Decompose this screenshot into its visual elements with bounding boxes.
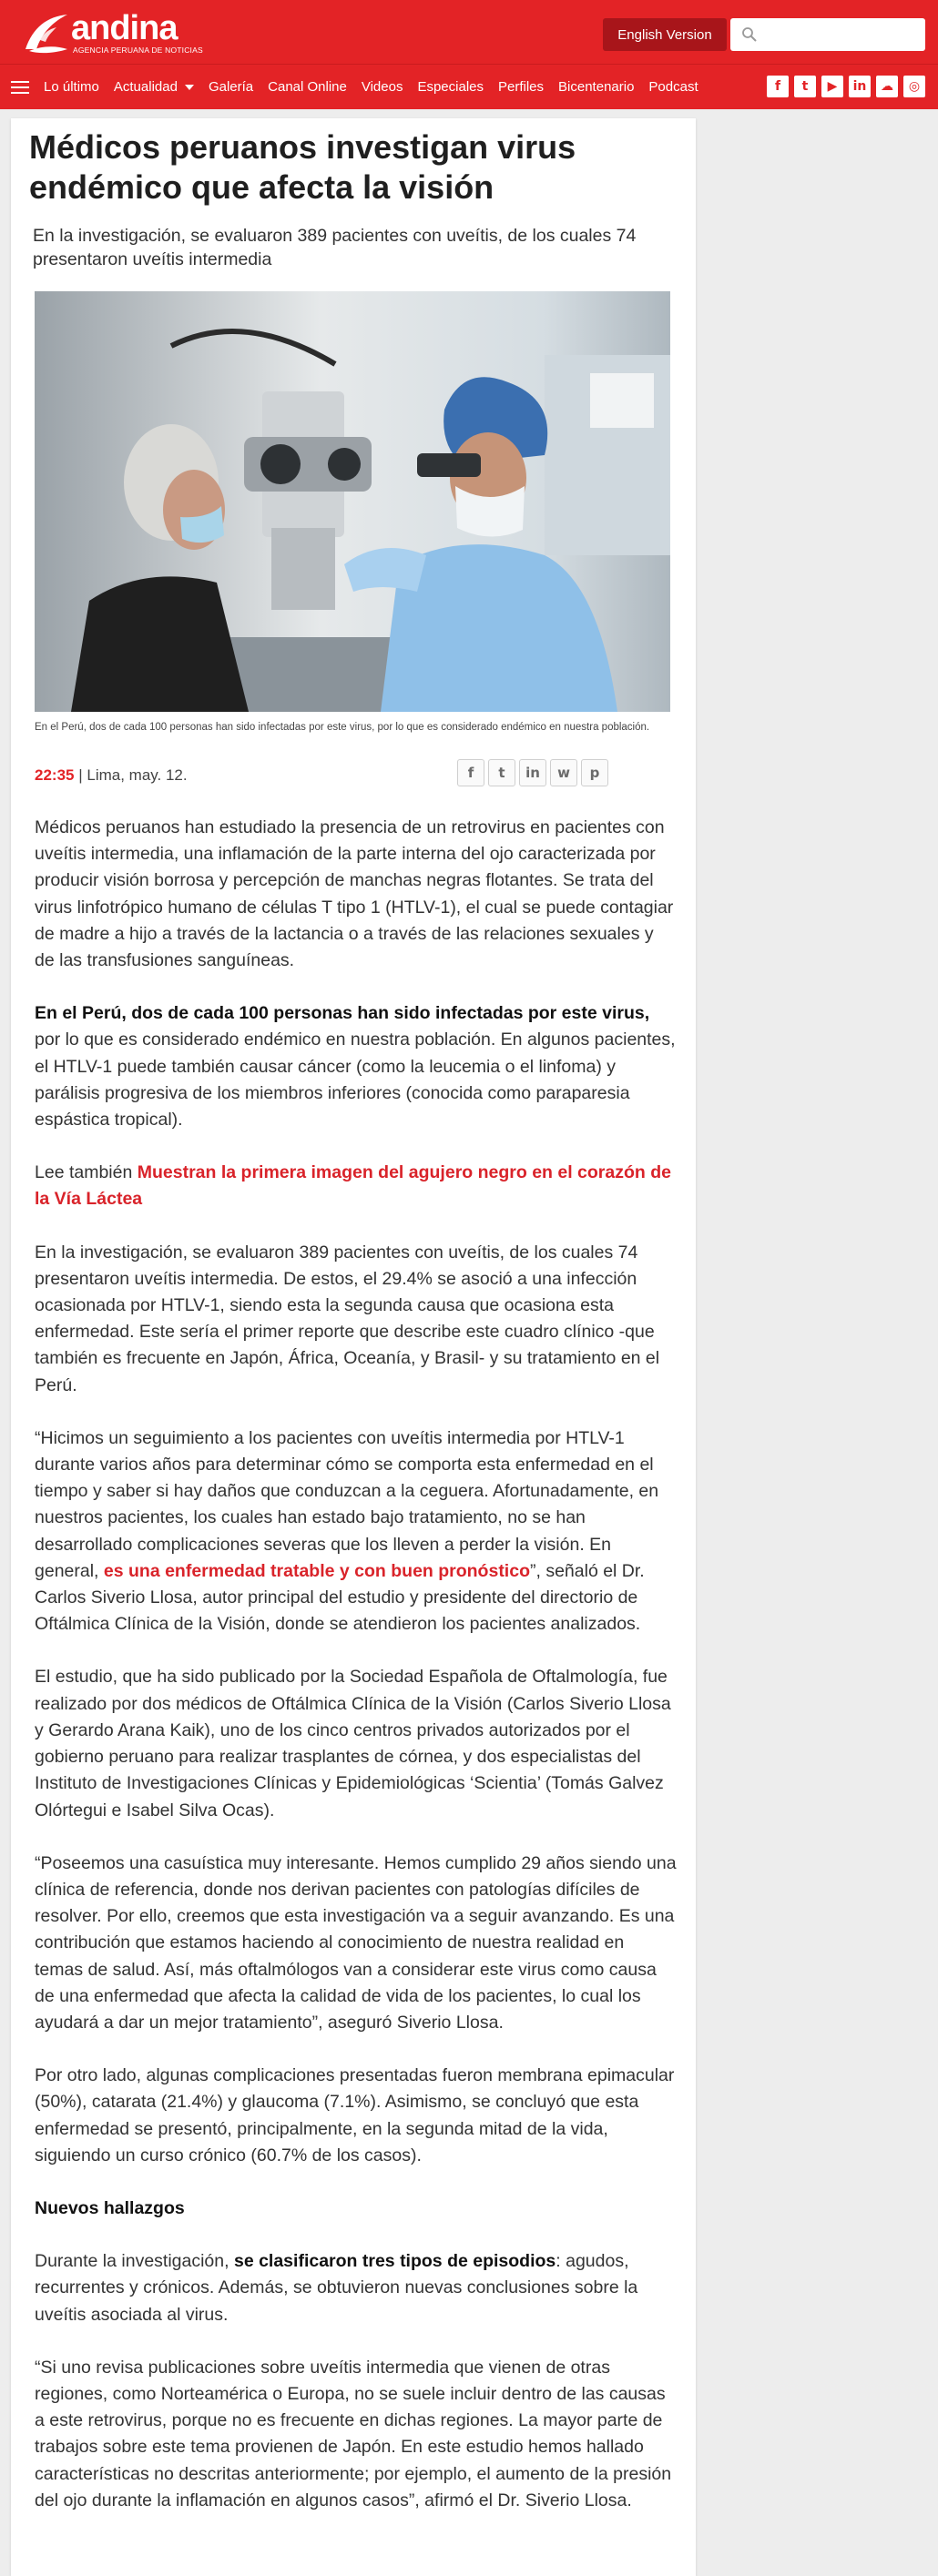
nav-item-especiales[interactable]: Especiales (417, 79, 484, 95)
paragraph-9 (35, 2248, 677, 2328)
nav-item-canal-online[interactable]: Canal Online (268, 79, 347, 95)
section-heading-nuevos-hallazgos: Nuevos hallazgos (35, 2197, 185, 2218)
share-buttons (457, 759, 608, 786)
facebook-icon[interactable]: f (767, 76, 789, 97)
nav-item-actualidad-label: Actualidad (113, 79, 178, 95)
article-meta (35, 766, 188, 785)
logo-tagline: AGENCIA PERUANA DE NOTICIAS (73, 46, 203, 55)
andina-logo-icon (20, 9, 71, 56)
logo-wordmark: andina (71, 9, 178, 47)
paragraph-2-text: por lo que es considerado endémico en nuestra población. En algunos pacientes, el HTLV-1 puede también causar cáncer (como la leucemia o el linfoma) y parálisis progresiva de los miembros inferiores (conocida como paraparesia espástica tropical). (35, 1029, 676, 1131)
soundcloud-icon[interactable]: ☁ (876, 76, 898, 97)
print-icon[interactable]: p (581, 759, 608, 786)
nav-item-podcast[interactable]: Podcast (648, 79, 698, 95)
main-navigation (0, 64, 938, 109)
nav-item-galeria[interactable]: Galería (208, 79, 254, 95)
article-card (11, 118, 696, 2576)
related-article-link[interactable]: Muestran la primera imagen del agujero negro en el corazón de la Vía Láctea (35, 1162, 671, 1210)
nav-item-lo-ultimo[interactable]: Lo último (44, 79, 99, 95)
paragraph-6: El estudio, que ha sido publicado por la Sociedad Española de Oftalmología, fue realizado por dos médicos de Oftálmica Clínica de la Visión (Carlos Siverio Llosa y Gerardo Arana Kaik), uno de los cinco centros privados autorizados por el gobierno peruano para realizar trasplantes de córnea, y dos especialistas del Instituto de Investigaciones Clínicas y Epidemiológicas ‘Scientia’ (Tomás Galvez Olórtegui e Isabel Silva Ocas). (35, 1667, 671, 1820)
share-facebook-icon[interactable]: f (457, 759, 484, 786)
paragraph-10: “Si uno revisa publicaciones sobre uveítis intermedia que vienen de otras regiones, como Norteamérica o Europa, no se suele incluir dentro de las causas a este retrovirus, porque no es frecuente en dichas regiones. La mayor parte de trabajos sobre este tema provienen de Japón. En este estudio hemos hallado características no descritas anteriormente; por ejemplo, el aumento de la presión del ojo durante la inflamación en algunos casos”, afirmó el Dr. Siverio Llosa. (35, 2357, 672, 2510)
paragraph-9-bold: se clasificaron tres tipos de episodios (233, 2251, 556, 2272)
paragraph-read-also (35, 1160, 677, 1212)
linkedin-icon[interactable]: in (849, 76, 871, 97)
andina-logo[interactable] (20, 9, 211, 56)
nav-item-actualidad[interactable] (114, 79, 194, 95)
photo-caption: En el Perú, dos de cada 100 personas han sido infectadas por este virus, por lo que es considerado endémico en nuestra población. (35, 722, 650, 733)
article-title: Médicos peruanos investigan virus endémico que afecta la visión (29, 128, 576, 206)
nav-item-videos[interactable]: Videos (361, 79, 403, 95)
nav-item-perfiles[interactable]: Perfiles (498, 79, 545, 95)
article-photo (35, 291, 670, 712)
photo-illustration (35, 291, 670, 712)
article-place-date: | Lima, may. 12. (78, 766, 188, 784)
top-header (0, 0, 938, 64)
paragraph-5-highlight: es una enfermedad tratable y con buen pronóstico (103, 1560, 530, 1581)
caret-down-icon (185, 85, 194, 90)
article-body (35, 815, 677, 2541)
paragraph-9-text-b: : agudos, recurrentes y crónicos. Además, se obtuvieron nuevas conclusiones sobre la uveítis asociada al virus. (35, 2251, 638, 2325)
paragraph-4: En la investigación, se evaluaron 389 pacientes con uveítis, de los cuales 74 presentaron uveítis intermedia. De estos, el 29.4% se asoció a una infección ocasionada por HTLV-1, siendo esta la segunda causa que ocasiona esta enfermedad. Este sería el primer reporte que describe este cuadro clínico -que también es frecuente en Japón, África, Oceanía, y Brasil- y su tratamiento en el Perú. (35, 1242, 660, 1395)
english-version-button[interactable]: English Version (603, 18, 727, 51)
search-icon (741, 26, 758, 43)
paragraph-5-text-b: ”, señaló el Dr. Carlos Siverio Llosa, autor principal del estudio y presidente del directorio de Oftálmica Clínica de la Visión, donde se atendieron los pacientes analizados. (35, 1560, 645, 1635)
share-linkedin-icon[interactable]: in (519, 759, 546, 786)
paragraph-7: “Poseemos una casuística muy interesante. Hemos cumplido 29 años siendo una clínica de referencia, donde nos derivan pacientes con patologías difíciles de resolver. Por ello, creemos que esta investigación va a seguir avanzando. Es una contribución que estamos haciendo al conocimiento de nuestra realidad en temas de salud. Así, más oftalmólogos van a considerar este virus como causa de una enfermedad que afecta la calidad de vida de los pacientes, lo cual los ayudará a dar un mejor tratamiento”, aseguró Siverio Llosa. (35, 1852, 677, 2033)
youtube-icon[interactable]: ▶ (821, 76, 843, 97)
nav-item-bicentenario[interactable]: Bicentenario (558, 79, 635, 95)
paragraph-8: Por otro lado, algunas complicaciones presentadas fueron membrana epimacular (50%), catarata (21.4%) y glaucoma (7.1%). Asimismo, se concluyó que esta enfermedad se presentó, principalmente, en la segunda mitad de la vida, siguiendo un curso crónico (60.7% de los casos). (35, 2065, 675, 2165)
article-subtitle: En la investigación, se evaluaron 389 pacientes con uveítis, de los cuales 74 presentaron uveítis intermedia (33, 226, 637, 269)
paragraph-5-text-a: “Hicimos un seguimiento a los pacientes con uveítis intermedia por HTLV-1 durante varios años para determinar cómo se comporta esta enfermedad en el tiempo y saber si hay daños que conduzcan a la ceguera. Afortunadamente, en nuestros pacientes, los cuales han estado bajo tratamiento, no se han desarrollado complicaciones severas que los lleven a perder la visión. En general, (35, 1427, 659, 1581)
paragraph-2 (35, 1000, 677, 1133)
social-links (767, 76, 925, 97)
paragraph-1: Médicos peruanos han estudiado la presencia de un retrovirus en pacientes con uveítis intermedia, una inflamación de la parte interna del ojo caracterizada por producir visión borrosa y percepción de manchas negras flotantes. Se trata del virus linfotrópico humano de células T tipo 1 (HTLV-1), el cual se puede contagiar de madre a hijo a través de la lactancia o a través de las relaciones sexuales y de las transfusiones sanguíneas. (35, 817, 674, 971)
paragraph-9-text-a: Durante la investigación, (35, 2251, 234, 2272)
share-whatsapp-icon[interactable]: w (550, 759, 577, 786)
read-also-label: Lee también (35, 1162, 138, 1183)
menu-icon[interactable] (11, 80, 31, 95)
article-time: 22:35 (35, 766, 75, 784)
share-twitter-icon[interactable]: t (488, 759, 515, 786)
paragraph-5 (35, 1425, 677, 1638)
twitter-icon[interactable]: t (794, 76, 816, 97)
instagram-icon[interactable]: ◎ (903, 76, 925, 97)
search-input[interactable] (730, 18, 925, 51)
paragraph-2-bold: En el Perú, dos de cada 100 personas han sido infectadas por este virus, (35, 1003, 650, 1024)
